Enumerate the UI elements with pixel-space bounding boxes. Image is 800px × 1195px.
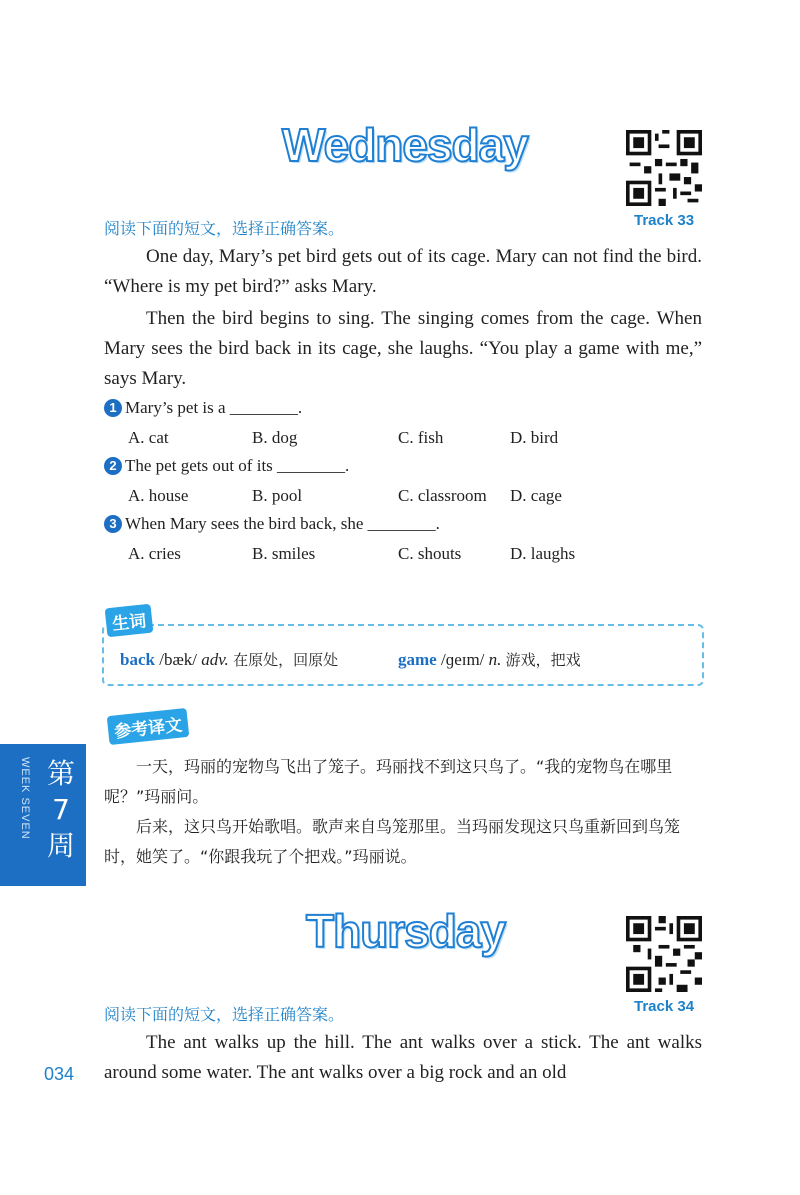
vocab-meaning: 游戏，把戏 — [505, 651, 581, 669]
q2-option-c[interactable]: C. classroom — [398, 486, 487, 505]
vocab-word: game — [398, 650, 437, 669]
translation-paragraph-2: 后来，这只鸟开始歌唱。歌声来自鸟笼那里。当玛丽发现这只鸟重新回到鸟笼时，她笑了。“你跟我玩了个把戏。”玛丽说。 — [104, 817, 681, 866]
week-tab-chinese: 第7周 — [46, 757, 75, 862]
week-tab-english: WEEK SEVEN — [19, 757, 31, 840]
vocabulary-badge-label: 生词 — [105, 604, 154, 638]
page-number: 034 — [44, 1064, 75, 1084]
question-text: Mary’s pet is a ________. — [125, 398, 303, 417]
week-side-tab — [0, 744, 86, 886]
q1-option-d[interactable]: D. bird — [510, 428, 559, 447]
question-1 — [104, 398, 302, 418]
vocab-phonetic: /bæk/ — [159, 650, 198, 669]
question-text: The pet gets out of its ________. — [125, 456, 350, 475]
q1-option-b[interactable]: B. dog — [252, 428, 298, 447]
thursday-paragraph-1: The ant walks up the hill. The ant walks over a stick. The ant walks around some water. The ant walks over a big rock and an old — [104, 1032, 702, 1083]
question-number: 1 — [104, 399, 122, 417]
q3-option-d[interactable]: D. laughs — [510, 544, 576, 563]
vocab-meaning: 在原处，回原处 — [233, 651, 339, 669]
vocab-pos: adv. — [201, 650, 229, 669]
thursday-title: Thursday — [306, 905, 506, 957]
vocab-word: back — [120, 650, 155, 669]
qr-code-wednesday[interactable] — [626, 130, 702, 211]
question-3 — [104, 514, 440, 534]
translation-paragraph-1: 一天，玛丽的宠物鸟飞出了笼子。玛丽找不到这只鸟了。“我的宠物鸟在哪里呢？”玛丽问。 — [104, 757, 673, 806]
translation-badge-label: 参考译文 — [107, 708, 190, 745]
wednesday-paragraph-1: One day, Mary’s pet bird gets out of its cage. Mary can not find the bird. “Where is my pet bird?” asks Mary. — [104, 246, 702, 297]
wednesday-instruction: 阅读下面的短文，选择正确答案。 — [104, 219, 345, 238]
q2-option-a[interactable]: A. house — [128, 486, 189, 505]
vocab-pos: n. — [488, 650, 502, 669]
q1-option-a[interactable]: A. cat — [128, 428, 169, 447]
q2-option-d[interactable]: D. cage — [510, 486, 562, 505]
question-number: 2 — [104, 457, 122, 475]
qr-code-thursday[interactable] — [626, 916, 702, 997]
question-2 — [104, 456, 349, 476]
vocabulary-badge — [106, 606, 152, 635]
vocab-phonetic: /ɡeɪm/ — [440, 650, 485, 669]
track-33-label: Track 33 — [634, 212, 695, 229]
q3-option-a[interactable]: A. cries — [128, 544, 181, 563]
question-number: 3 — [104, 515, 122, 533]
track-34-label: Track 34 — [634, 998, 695, 1015]
translation-badge — [108, 712, 188, 741]
q1-option-c[interactable]: C. fish — [398, 428, 444, 447]
thursday-instruction: 阅读下面的短文，选择正确答案。 — [104, 1005, 345, 1024]
q2-option-b[interactable]: B. pool — [252, 486, 303, 505]
vocab-entry-game — [398, 649, 581, 670]
wednesday-paragraph-2: Then the bird begins to sing. The singing comes from the cage. When Mary sees the bird back in its cage, she laughs. “You play a game with me,” says Mary. — [104, 308, 702, 389]
q3-option-b[interactable]: B. smiles — [252, 544, 316, 563]
q3-option-c[interactable]: C. shouts — [398, 544, 462, 563]
wednesday-title: Wednesday — [282, 119, 528, 171]
question-text: When Mary sees the bird back, she ________. — [125, 514, 440, 533]
vocab-entry-back — [120, 649, 338, 670]
